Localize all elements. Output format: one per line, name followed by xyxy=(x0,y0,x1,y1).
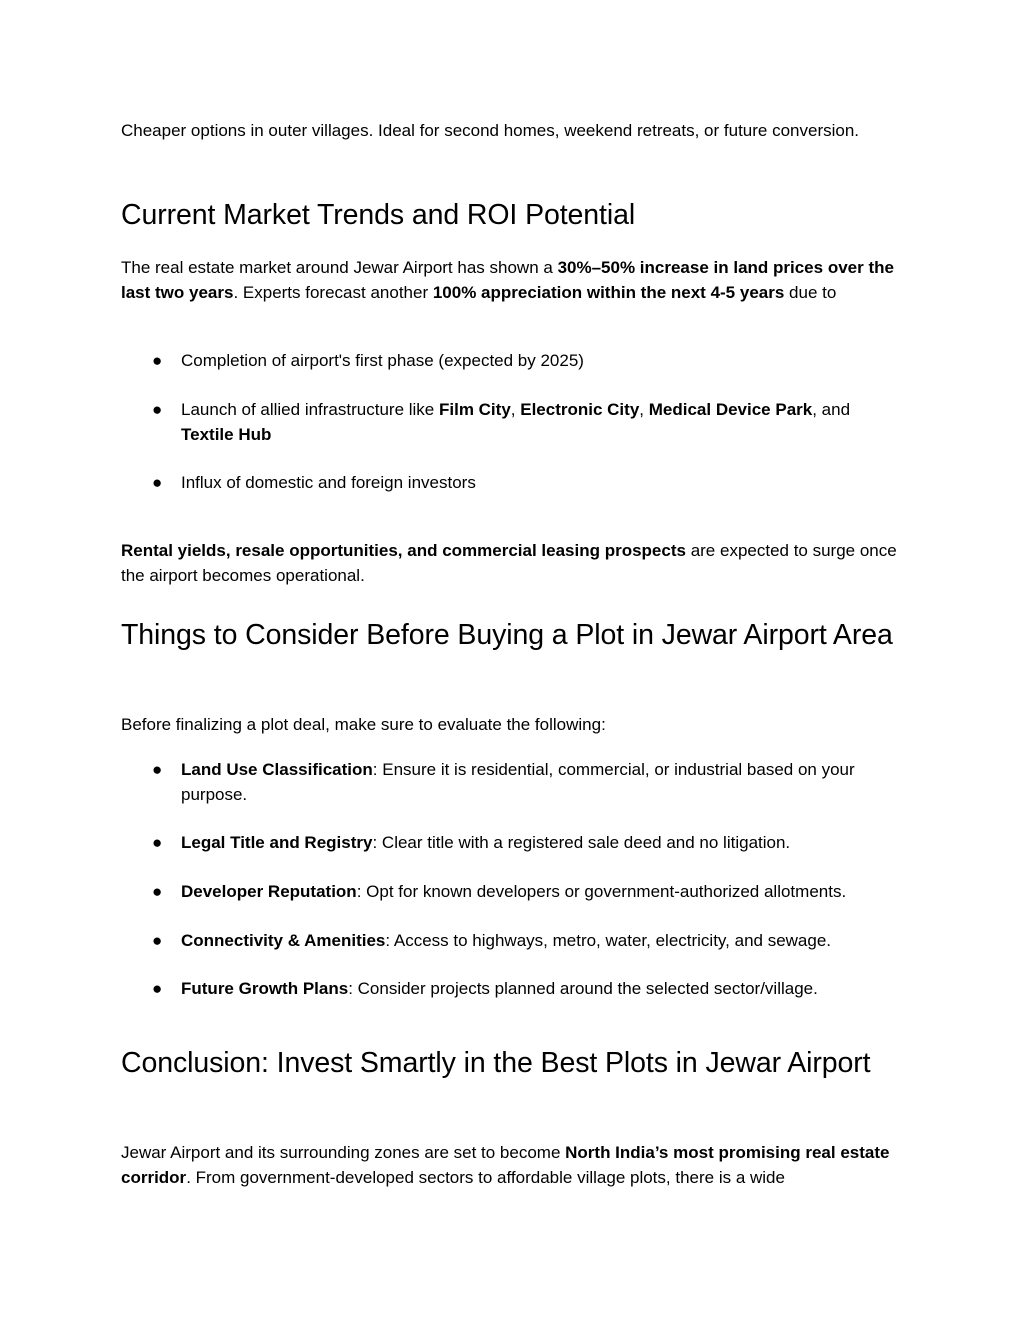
bullet-icon: ● xyxy=(152,760,163,779)
bullet-icon: ● xyxy=(152,351,163,370)
market-bullet-list xyxy=(121,471,906,496)
bullet-icon: ● xyxy=(152,882,163,901)
list-item: ● Connectivity & Amenities: Access to highways, metro, water, electricity, and sewage. xyxy=(121,929,906,954)
consider-bullet-list xyxy=(121,929,906,954)
consider-bullet-list xyxy=(121,880,916,905)
list-item: ● Future Growth Plans: Consider projects planned around the selected sector/village. xyxy=(121,977,906,1002)
consider-bullet-list xyxy=(121,977,906,1002)
bullet-icon: ● xyxy=(152,979,163,998)
rental-paragraph: Rental yields, resale opportunities, and commercial leasing prospects are expected to surge once the airport becomes operational. xyxy=(121,541,897,585)
consider-bullet-list xyxy=(121,758,906,807)
bullet-icon: ● xyxy=(152,473,163,492)
heading-things-to-consider: Things to Consider Before Buying a Plot in Jewar Airport Area xyxy=(121,619,893,651)
bullet-icon: ● xyxy=(152,931,163,950)
bullet-icon: ● xyxy=(152,833,163,852)
bullet-icon: ● xyxy=(152,400,163,419)
intro-paragraph: Cheaper options in outer villages. Ideal for second homes, weekend retreats, or future conversion. xyxy=(121,121,860,140)
consider-bullet-list xyxy=(121,831,906,856)
conclusion-paragraph: Jewar Airport and its surrounding zones are set to become North India’s most promising real estate corridor. From government-developed sectors to affordable village plots, there is a wide xyxy=(121,1143,890,1187)
market-bullet-list xyxy=(121,349,906,374)
heading-conclusion: Conclusion: Invest Smartly in the Best Plots in Jewar Airport xyxy=(121,1047,871,1079)
list-item: ● Influx of domestic and foreign investors xyxy=(121,471,906,496)
list-item: ● Land Use Classification: Ensure it is residential, commercial, or industrial based on your purpose. xyxy=(152,760,855,804)
list-item: ● Developer Reputation: Opt for known developers or government-authorized allotments. xyxy=(121,880,916,905)
list-item: ● Legal Title and Registry: Clear title with a registered sale deed and no litigation. xyxy=(121,831,906,856)
heading-market-trends: Current Market Trends and ROI Potential xyxy=(121,199,636,231)
list-item: ● Completion of airport's first phase (expected by 2025) xyxy=(121,349,906,374)
list-item: ● Launch of allied infrastructure like Film City, Electronic City, Medical Device Park, and Textile Hub xyxy=(152,400,851,444)
market-bullet-list xyxy=(121,398,906,447)
market-paragraph: The real estate market around Jewar Airport has shown a 30%–50% increase in land prices over the last two years. Experts forecast another 100% appreciation within the next 4-5 years due to xyxy=(121,258,894,302)
consider-intro: Before finalizing a plot deal, make sure to evaluate the following: xyxy=(121,715,606,734)
